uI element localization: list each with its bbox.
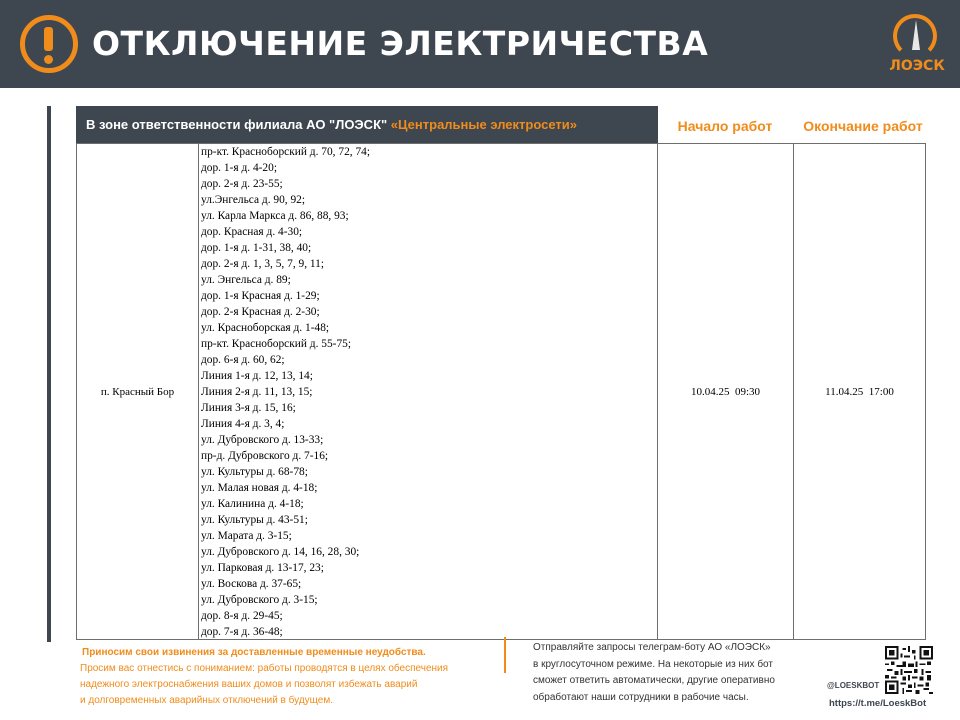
address-list (199, 144, 658, 639)
start-time-cell: 10.04.25 09:30 (658, 144, 794, 639)
address-line: ул.Энгельса д. 90, 92; (201, 194, 306, 206)
bot-info-line: обработают наши сотрудники в рабочие часы. (533, 691, 749, 703)
apology-title: Приносим свои извинения за доставленные временные неудобства. (82, 647, 426, 658)
address-line: Линия 3-я д. 15, 16; (201, 402, 296, 414)
bot-info-line: Отправляйте запросы телеграм-боту АО «ЛОЭСК» (533, 642, 771, 653)
footer-divider (504, 637, 506, 673)
logo-text: ЛОЭСК (889, 58, 945, 74)
address-line: дор. 2-я Красная д. 2-30; (201, 306, 320, 318)
address-line: пр-кт. Красноборский д. 55-75; (201, 338, 352, 350)
end-time-cell: 11.04.25 17:00 (825, 385, 894, 398)
address-line: дор. 6-я д. 60, 62; (201, 354, 285, 366)
apology-line: и долговременных аварийных отключений в будущем. (80, 695, 333, 706)
address-line: дор. 1-я д. 4-20; (201, 162, 277, 174)
address-line: дор. 1-я Красная д. 1-29; (201, 290, 320, 302)
zone-prefix: В зоне ответственности филиала АО "ЛОЭСК" (86, 117, 388, 132)
address-line: ул. Парковая д. 13-17, 23; (201, 562, 324, 574)
apology-block (80, 645, 500, 709)
address-line: дор. 2-я д. 1, 3, 5, 7, 9, 11; (201, 258, 325, 270)
address-line: пр-д. Дубровского д. 7-16; (201, 450, 329, 462)
address-line: Линия 1-я д. 12, 13, 14; (201, 370, 313, 382)
bot-info-line: в круглосуточном режиме. На некоторые из них бот (533, 658, 773, 670)
bot-info-line: сможет ответить автоматически, другие оперативно (533, 675, 775, 686)
address-line: ул. Малая новая д. 4-18; (201, 482, 318, 494)
address-line: ул. Калинина д. 4-18; (201, 498, 304, 510)
address-line: ул. Дубровского д. 13-33; (201, 434, 324, 446)
accent-line (47, 106, 51, 642)
page-title: ОТКЛЮЧЕНИЕ ЭЛЕКТРИЧЕСТВА (92, 24, 709, 63)
warning-icon (20, 15, 78, 73)
address-line: Линия 4-я д. 3, 4; (201, 418, 285, 430)
address-line: дор. 7-я д. 36-48; (201, 626, 283, 638)
address-line: ул. Карла Маркса д. 86, 88, 93; (201, 210, 349, 222)
location-cell: п. Красный Бор (77, 144, 199, 639)
address-line: ул. Воскова д. 37-65; (201, 578, 302, 590)
header-band (0, 0, 960, 88)
address-line: ул. Красноборская д. 1-48; (201, 322, 330, 334)
bot-handle: @LOESKBOT (827, 681, 880, 690)
bot-info (533, 640, 823, 706)
address-line: дор. 2-я д. 23-55; (201, 178, 283, 190)
zone-header (76, 106, 658, 143)
bot-link[interactable]: https://t.me/LoeskBot (829, 698, 927, 709)
column-header-end: Окончание работ (803, 118, 923, 134)
outage-table (76, 143, 926, 640)
address-line: дор. 1-я д. 1-31, 38, 40; (201, 242, 312, 254)
address-line: дор. 8-я д. 29-45; (201, 610, 283, 622)
loesk-logo (886, 12, 946, 78)
address-line: ул. Дубровского д. 3-15; (201, 594, 318, 606)
address-line: дор. Красная д. 4-30; (201, 226, 303, 238)
column-header-start: Начало работ (677, 118, 773, 134)
address-line: ул. Культуры д. 43-51; (201, 514, 308, 526)
zone-name: «Центральные электросети» (390, 117, 577, 132)
qr-code-icon[interactable] (885, 646, 933, 694)
address-line: ул. Культуры д. 68-78; (201, 466, 308, 478)
address-line: ул. Марата д. 3-15; (201, 530, 292, 542)
address-line: ул. Дубровского д. 14, 16, 28, 30; (201, 546, 360, 558)
apology-line: Просим вас отнестись с пониманием: работы проводятся в целях обеспечения (80, 663, 449, 674)
lightning-icon (912, 20, 920, 50)
apology-line: надежного электроснабжения ваших домов и позволят избежать аварий (80, 679, 418, 690)
address-line: Линия 2-я д. 11, 13, 15; (201, 386, 313, 398)
address-line: ул. Энгельса д. 89; (201, 274, 291, 286)
address-line: пр-кт. Красноборский д. 70, 72, 74; (201, 146, 371, 158)
